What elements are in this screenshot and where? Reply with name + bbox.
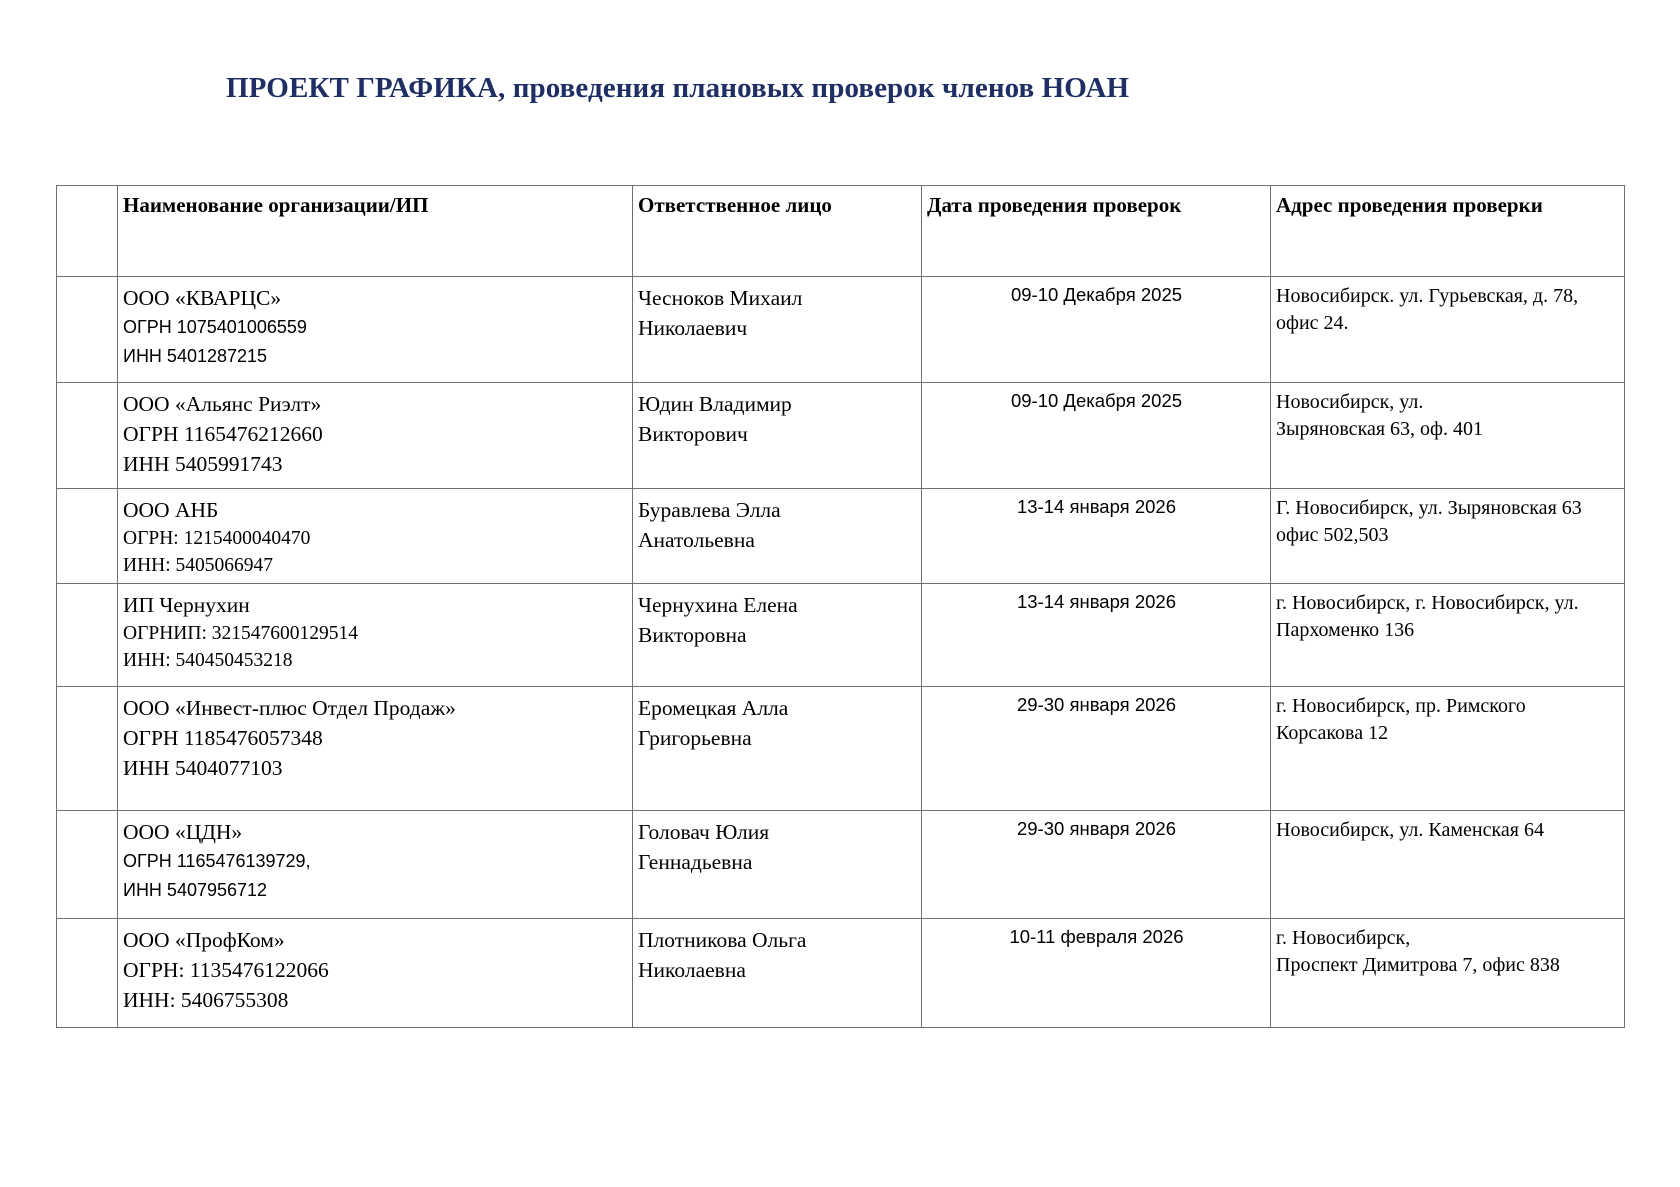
inspection-date: 09-10 Декабря 2025 bbox=[1010, 390, 1183, 411]
organization-cell bbox=[118, 687, 633, 811]
organization-ogrn: ОГРН: 1135476122066 bbox=[123, 958, 329, 982]
person-name-line-2: Николаевич bbox=[638, 316, 748, 340]
person-name-line-2: Викторовна bbox=[638, 623, 747, 647]
inspection-address-cell bbox=[1271, 687, 1625, 811]
header-responsible-person: Ответственное лицо bbox=[633, 186, 922, 277]
inspection-date-cell bbox=[922, 584, 1271, 687]
organization-inn: ИНН 5405991743 bbox=[123, 452, 283, 476]
organization-inn: ИНН 5407956712 bbox=[123, 880, 268, 900]
inspection-date: 13-14 января 2026 bbox=[1017, 496, 1176, 517]
inspection-date-cell bbox=[922, 687, 1271, 811]
organization-name: ООО АНБ bbox=[123, 498, 219, 522]
table-row bbox=[57, 919, 1625, 1028]
inspection-date-cell bbox=[922, 919, 1271, 1028]
row-number-cell bbox=[57, 687, 118, 811]
responsible-person-cell bbox=[633, 687, 922, 811]
organization-ogrn: ОГРН 1165476212660 bbox=[123, 422, 323, 446]
table-row bbox=[57, 584, 1625, 687]
row-number-cell bbox=[57, 584, 118, 687]
organization-cell bbox=[118, 811, 633, 919]
responsible-person-cell bbox=[633, 383, 922, 489]
table-row bbox=[57, 811, 1625, 919]
row-number-cell bbox=[57, 811, 118, 919]
header-number bbox=[57, 186, 118, 277]
row-number-cell bbox=[57, 919, 118, 1028]
address-line-1: Г. Новосибирск, ул. Зыряновская 63 bbox=[1276, 497, 1582, 519]
inspection-date: 10-11 февраля 2026 bbox=[1009, 926, 1184, 947]
row-number-cell bbox=[57, 383, 118, 489]
table-row bbox=[57, 489, 1625, 584]
page-title: ПРОЕКТ ГРАФИКА, проведения плановых проверок членов НОАН bbox=[226, 72, 1130, 104]
organization-ogrn: ОГРНИП: 321547600129514 bbox=[123, 623, 358, 644]
responsible-person-cell bbox=[633, 811, 922, 919]
header-inspection-address: Адрес проведения проверки bbox=[1271, 186, 1625, 277]
person-name-line-1: Буравлева Элла bbox=[638, 498, 781, 522]
responsible-person-cell bbox=[633, 584, 922, 687]
person-name-line-1: Чернухина Елена bbox=[638, 593, 798, 617]
inspection-date: 09-10 Декабря 2025 bbox=[1010, 284, 1183, 305]
person-name-line-2: Анатольевна bbox=[638, 528, 755, 552]
person-name-line-2: Николаевна bbox=[638, 958, 746, 982]
inspection-address-cell bbox=[1271, 383, 1625, 489]
inspection-address-cell bbox=[1271, 489, 1625, 584]
organization-inn: ИНН 5404077103 bbox=[123, 756, 283, 780]
organization-name: ООО «Инвест-плюс Отдел Продаж» bbox=[123, 696, 456, 720]
address-line-1: г. Новосибирск, пр. Римского bbox=[1276, 695, 1526, 717]
responsible-person-cell bbox=[633, 489, 922, 584]
organization-inn: ИНН: 5405066947 bbox=[123, 555, 274, 576]
address-line-1: Новосибирск, ул. bbox=[1276, 391, 1424, 413]
address-line-2: офис 502,503 bbox=[1276, 524, 1389, 546]
person-name-line-2: Викторович bbox=[638, 422, 748, 446]
organization-name: ООО «Альянс Риэлт» bbox=[123, 392, 322, 416]
organization-ogrn: ОГРН 1185476057348 bbox=[123, 726, 323, 750]
inspection-date-cell bbox=[922, 277, 1271, 383]
inspection-date-cell bbox=[922, 489, 1271, 584]
inspection-date-cell bbox=[922, 383, 1271, 489]
table-row bbox=[57, 277, 1625, 383]
inspection-address-cell bbox=[1271, 919, 1625, 1028]
organization-cell bbox=[118, 383, 633, 489]
inspection-date-cell bbox=[922, 811, 1271, 919]
address-line-2: Корсакова 12 bbox=[1276, 722, 1389, 744]
organization-cell bbox=[118, 489, 633, 584]
address-line-2: офис 24. bbox=[1276, 312, 1349, 334]
organization-name: ИП Чернухин bbox=[123, 593, 250, 617]
person-name-line-1: Юдин Владимир bbox=[638, 392, 792, 416]
organization-inn: ИНН: 5406755308 bbox=[123, 988, 289, 1012]
person-name-line-2: Геннадьевна bbox=[638, 850, 753, 874]
organization-inn: ИНН 5401287215 bbox=[123, 346, 268, 366]
organization-cell bbox=[118, 919, 633, 1028]
address-line-2: Зыряновская 63, оф. 401 bbox=[1276, 418, 1484, 440]
table-row bbox=[57, 383, 1625, 489]
organization-inn: ИНН: 540450453218 bbox=[123, 650, 293, 671]
inspection-date: 13-14 января 2026 bbox=[1017, 591, 1176, 612]
table-header-row bbox=[57, 186, 1625, 277]
row-number-cell bbox=[57, 489, 118, 584]
person-name-line-2: Григорьевна bbox=[638, 726, 752, 750]
address-line-1: Новосибирск, ул. Каменская 64 bbox=[1276, 819, 1544, 841]
address-line-2: Проспект Димитрова 7, офис 838 bbox=[1276, 954, 1560, 976]
organization-cell bbox=[118, 277, 633, 383]
organization-name: ООО «КВАРЦС» bbox=[123, 286, 282, 310]
person-name-line-1: Головач Юлия bbox=[638, 820, 770, 844]
header-inspection-date: Дата проведения проверок bbox=[922, 186, 1271, 277]
organization-cell bbox=[118, 584, 633, 687]
organization-ogrn: ОГРН 1075401006559 bbox=[123, 317, 307, 337]
address-line-1: г. Новосибирск, bbox=[1276, 927, 1411, 949]
organization-ogrn: ОГРН: 1215400040470 bbox=[123, 528, 311, 549]
person-name-line-1: Плотникова Ольга bbox=[638, 928, 807, 952]
organization-ogrn: ОГРН 1165476139729, bbox=[123, 851, 311, 871]
inspection-date: 29-30 января 2026 bbox=[1017, 694, 1176, 715]
address-line-1: Новосибирск. ул. Гурьевская, д. 78, bbox=[1276, 285, 1579, 307]
responsible-person-cell bbox=[633, 919, 922, 1028]
organization-name: ООО «ПрофКом» bbox=[123, 928, 285, 952]
inspection-date: 29-30 января 2026 bbox=[1017, 818, 1176, 839]
inspection-address-cell bbox=[1271, 277, 1625, 383]
header-organization: Наименование организации/ИП bbox=[118, 186, 633, 277]
address-line-1: г. Новосибирск, г. Новосибирск, ул. bbox=[1276, 592, 1579, 614]
person-name-line-1: Еромецкая Алла bbox=[638, 696, 789, 720]
inspection-address-cell bbox=[1271, 811, 1625, 919]
person-name-line-1: Чесноков Михаил bbox=[638, 286, 803, 310]
organization-name: ООО «ЦДН» bbox=[123, 820, 243, 844]
row-number-cell bbox=[57, 277, 118, 383]
table-row bbox=[57, 687, 1625, 811]
address-line-2: Пархоменко 136 bbox=[1276, 619, 1415, 641]
inspection-address-cell bbox=[1271, 584, 1625, 687]
inspection-schedule-table bbox=[56, 185, 1625, 1028]
responsible-person-cell bbox=[633, 277, 922, 383]
